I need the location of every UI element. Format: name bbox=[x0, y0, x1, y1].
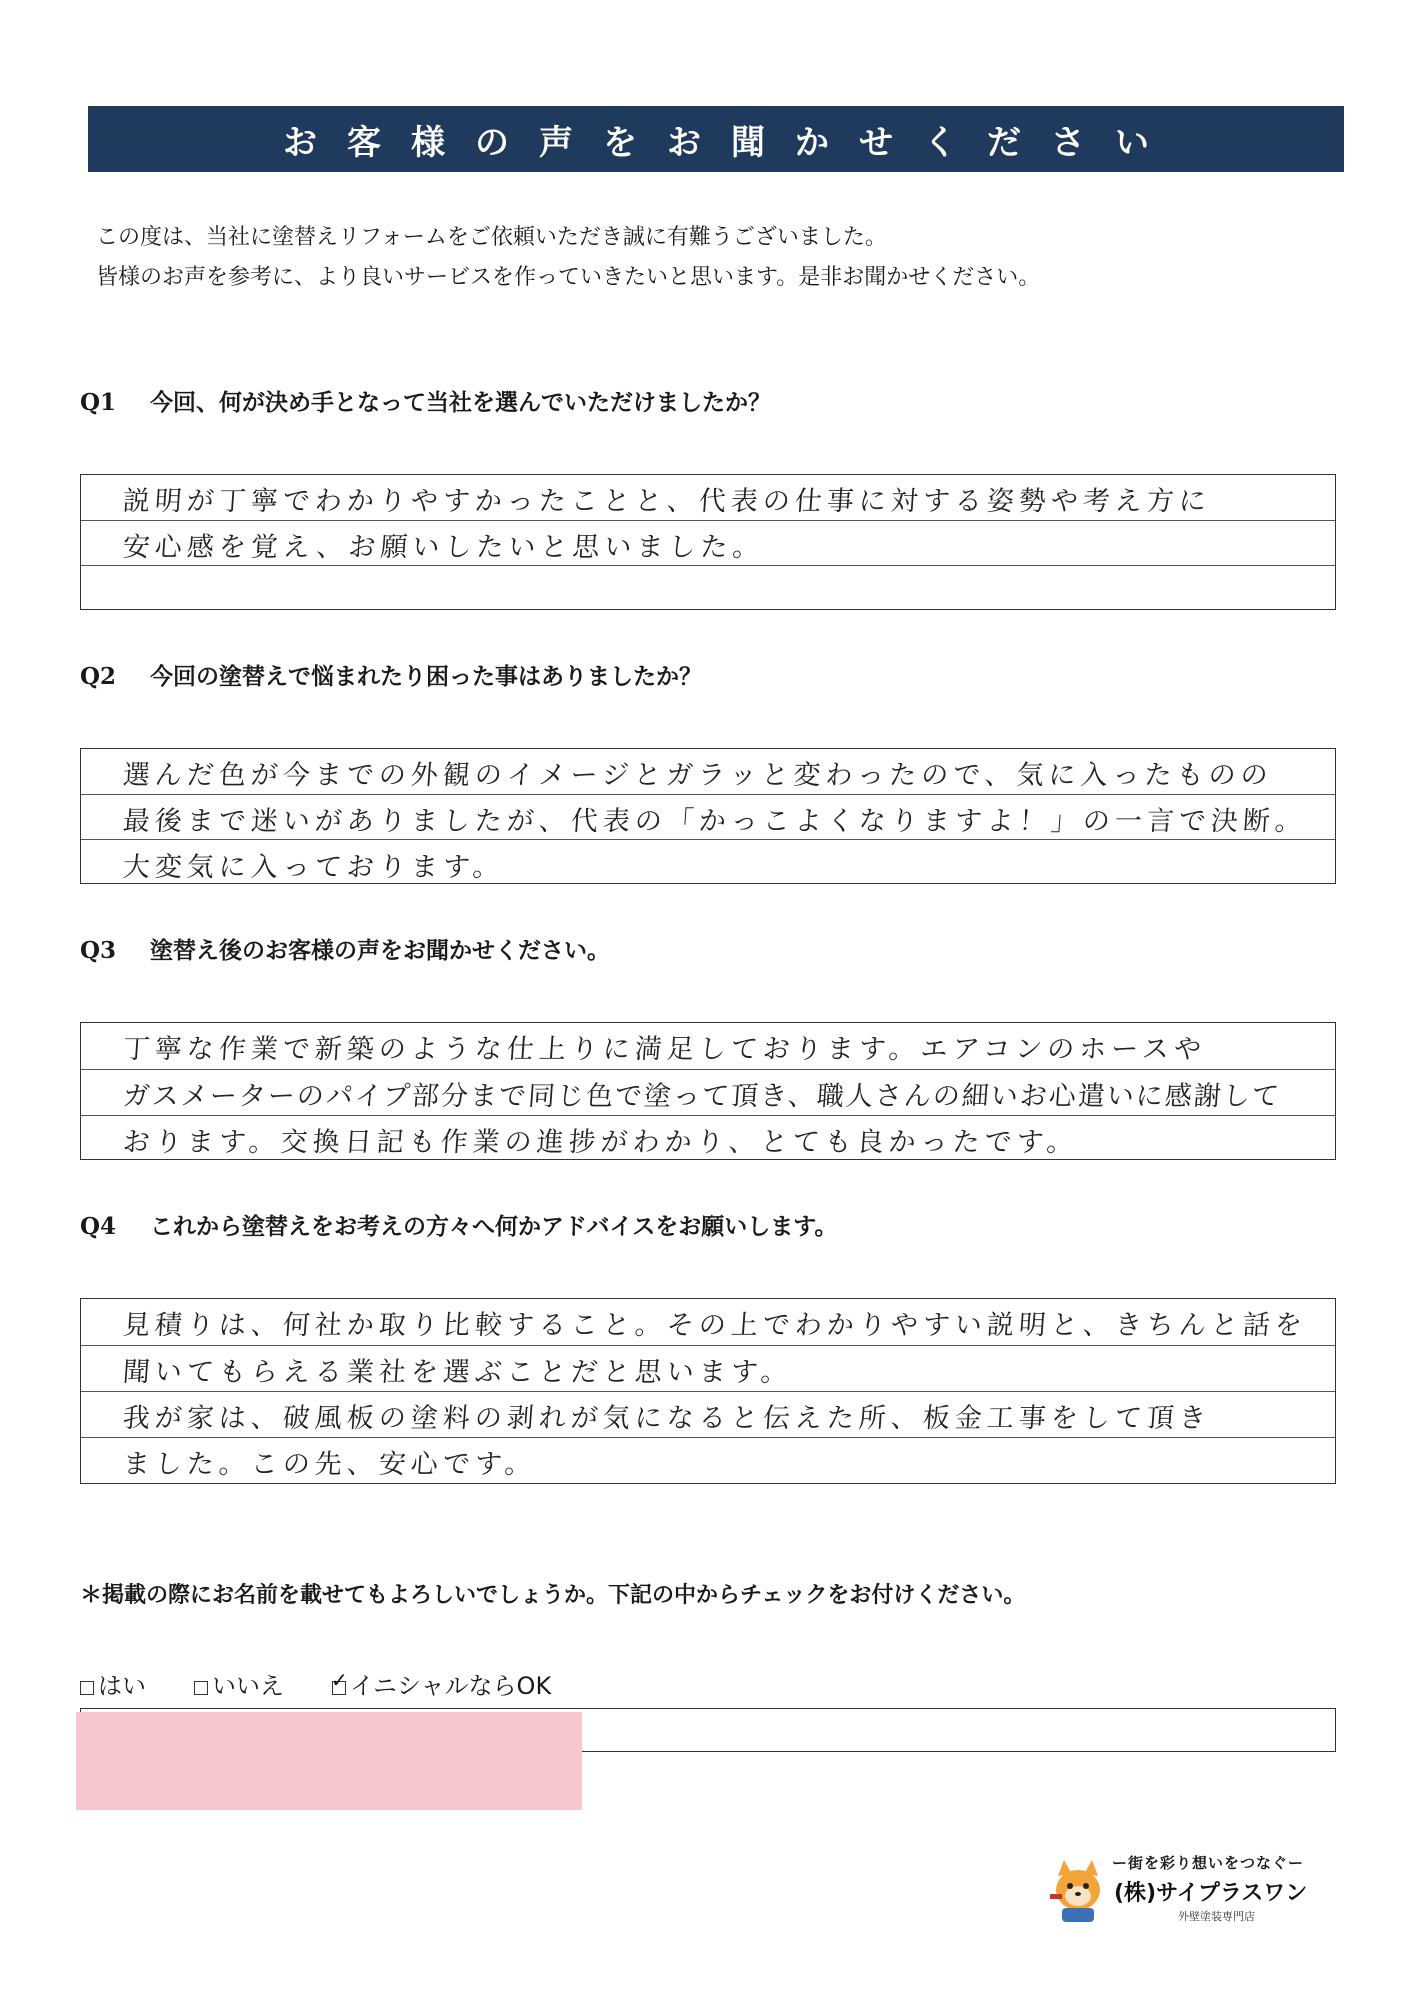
intro-text bbox=[96, 218, 1040, 298]
logo-company-name: (株)サイプラスワン bbox=[1114, 1881, 1308, 1906]
answer-line: ました。この先、安心です。 bbox=[121, 1449, 538, 1480]
answer-box-3 bbox=[80, 1022, 1336, 1160]
question-number: Q3 bbox=[80, 937, 117, 964]
option-initials-ok[interactable] bbox=[332, 1666, 551, 1701]
question-4 bbox=[80, 1208, 837, 1241]
option-no[interactable] bbox=[194, 1666, 284, 1701]
ruled-line bbox=[81, 1115, 1335, 1116]
ruled-line bbox=[81, 794, 1335, 795]
option-label: はい bbox=[98, 1672, 146, 1700]
ruled-line bbox=[81, 520, 1335, 521]
ruled-line bbox=[81, 1437, 1335, 1438]
question-number: Q1 bbox=[80, 389, 117, 416]
question-number: Q2 bbox=[80, 663, 117, 690]
survey-title: お客様の声をお聞かせください bbox=[88, 106, 1344, 172]
question-text: 今回、何が決め手となって当社を選んでいただけましたか？ bbox=[150, 389, 771, 416]
question-text: 塗替え後のお客様の声をお聞かせください。 bbox=[150, 937, 610, 964]
answer-line: 説明が丁寧でわかりやすかったことと、代表の仕事に対する姿勢や考え方に bbox=[121, 486, 1212, 517]
ruled-line bbox=[81, 1069, 1335, 1070]
answer-line: 安心感を覚え、お願いしたいと思いました。 bbox=[121, 532, 766, 563]
answer-line: ガスメーターのパイプ部分まで同じ色で塗って頂き、職人さんの細いお心遣いに感謝して bbox=[121, 1081, 1282, 1112]
option-label: イニシャルならOK bbox=[350, 1672, 552, 1700]
name-permission-note: ＊掲載の際にお名前を載せてもよろしいでしょうか。下記の中からチェックをお付けください。 bbox=[80, 1583, 1026, 1608]
question-3 bbox=[80, 932, 610, 965]
answer-line: 選んだ色が今までの外観のイメージとガラッと変わったので、気に入ったものの bbox=[121, 760, 1274, 791]
answer-box-1 bbox=[80, 474, 1336, 610]
answer-line: 聞いてもらえる業社を選ぶことだと思います。 bbox=[121, 1357, 794, 1388]
checkbox-initials-ok[interactable] bbox=[332, 1681, 346, 1695]
answer-line: 大変気に入っております。 bbox=[121, 852, 506, 883]
name-permission-options bbox=[80, 1666, 599, 1701]
mascot-icon bbox=[1048, 1846, 1108, 1926]
logo-tagline: ー街を彩り想いをつなぐー bbox=[1112, 1854, 1305, 1872]
intro-line-2: 皆様のお声を参考に、より良いサービスを作っていきたいと思います。是非お聞かせください。 bbox=[96, 265, 1041, 290]
company-logo bbox=[1048, 1846, 1328, 1928]
checkbox-yes[interactable] bbox=[80, 1681, 94, 1695]
question-number: Q4 bbox=[80, 1213, 117, 1240]
answer-line: 最後まで迷いがありましたが、代表の「かっこよくなりますよ！」の一言で決断。 bbox=[121, 806, 1308, 837]
ruled-line bbox=[81, 565, 1335, 566]
logo-subtitle: 外壁塗装専門店 bbox=[1178, 1910, 1255, 1923]
answer-line: おります。交換日記も作業の進捗がわかり、とても良かったです。 bbox=[121, 1127, 1080, 1158]
checkbox-no[interactable] bbox=[194, 1681, 208, 1695]
answer-line: 見積りは、何社か取り比較すること。その上でわかりやすい説明と、きちんと話を bbox=[121, 1310, 1308, 1341]
answer-line: 我が家は、破風板の塗料の剥れが気になると伝えた所、板金工事をして頂き bbox=[121, 1403, 1212, 1434]
answer-box-4 bbox=[80, 1298, 1336, 1484]
ruled-line bbox=[81, 1345, 1335, 1346]
answer-box-2 bbox=[80, 748, 1336, 884]
question-text: これから塗替えをお考えの方々へ何かアドバイスをお願いします。 bbox=[150, 1213, 838, 1240]
ruled-line bbox=[81, 839, 1335, 840]
option-label: いいえ bbox=[212, 1672, 284, 1700]
option-yes[interactable] bbox=[80, 1666, 146, 1701]
question-1 bbox=[80, 384, 771, 417]
question-text: 今回の塗替えで悩まれたり困った事はありましたか？ bbox=[150, 663, 702, 690]
question-2 bbox=[80, 658, 702, 691]
redaction-block bbox=[76, 1712, 582, 1810]
intro-line-1: この度は、当社に塗替えリフォームをご依頼いただき誠に有難うございました。 bbox=[96, 225, 887, 250]
answer-line: 丁寧な作業で新築のような仕上りに満足しております。エアコンのホースや bbox=[121, 1034, 1208, 1065]
ruled-line bbox=[81, 1391, 1335, 1392]
